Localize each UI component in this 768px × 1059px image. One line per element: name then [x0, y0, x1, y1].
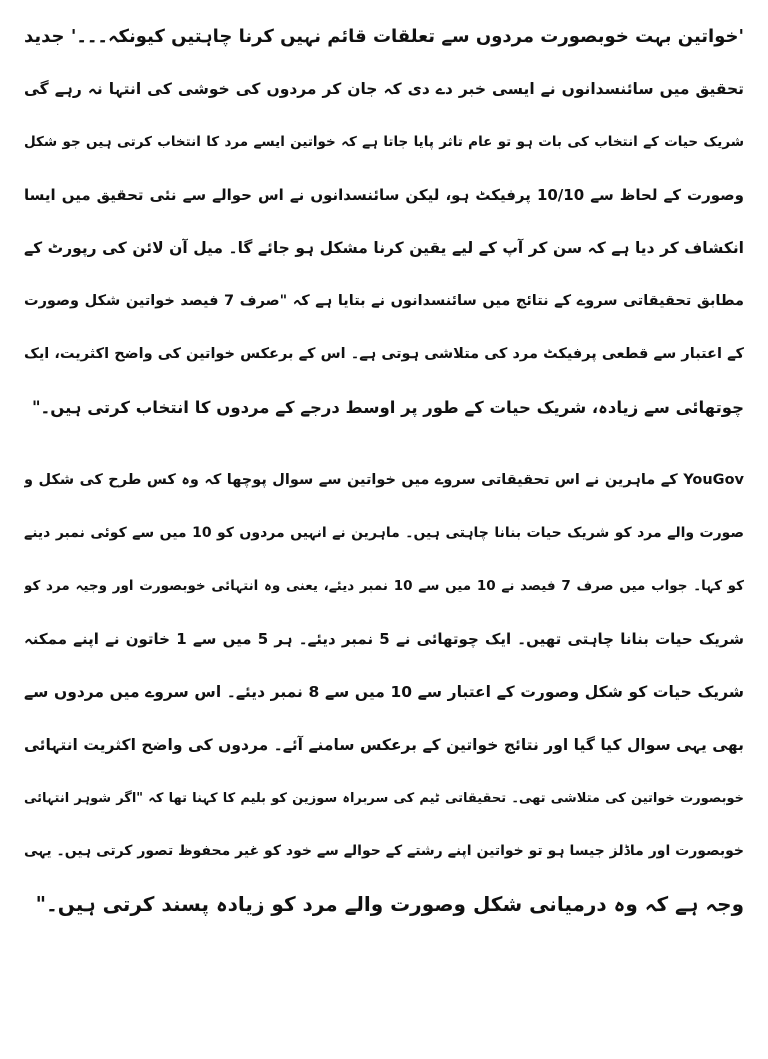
text-line: صورت والے مرد کو شریک حیات بنانا چاہتی ہیں۔ ماہرین نے انہیں مردوں کو 10 میں سے کوئی نمبر دینے: [24, 525, 744, 541]
text-line: کے اعتبار سے قطعی پرفیکٹ مرد کی متلاشی ہوتی ہے۔ اس کے برعکس خواتین کی واضح اکثریت، ایک: [24, 346, 744, 362]
paragraph-gap: [24, 434, 744, 454]
text-line: وجہ ہے کہ وہ درمیانی شکل وصورت والے مرد کو زیادہ پسند کرتی ہیں۔": [35, 892, 744, 916]
text-line: انکشاف کر دیا ہے کہ سن کر آپ کے لیے یقین کرنا مشکل ہو جائے گا۔ میل آن لائن کی رپورٹ کے: [24, 239, 744, 257]
text-line: خوبصورت خواتین کی متلاشی تھی۔ تحقیقاتی ٹیم کی سربراہ سوزین کو بلیم کا کہنا تھا کہ "اگر شوہر انتہائی: [24, 791, 744, 806]
text-line: 'خواتین بہت خوبصورت مردوں سے تعلقات قائم نہیں کرنا چاہتیں کیونکہ۔۔۔' جدید: [24, 26, 744, 47]
paragraph-2: [24, 454, 744, 931]
text-line: وصورت کے لحاظ سے 10/10 پرفیکٹ ہو، لیکن سائنسدانوں نے اس حوالے سے نئی تحقیق میں ایسا: [24, 186, 744, 204]
text-line: چوتھائی سے زیادہ، شریک حیات کے طور پر اوسط درجے کے مردوں کا انتخاب کرتی ہیں۔": [31, 398, 744, 417]
text-line: مطابق تحقیقاتی سروے کے نتائج میں سائنسدانوں نے بتایا ہے کہ "صرف 7 فیصد خواتین شکل وصورت: [24, 293, 744, 309]
text-line: شریک حیات کے انتخاب کی بات ہو تو عام تاثر پایا جاتا ہے کہ خواتین ایسے مرد کا انتخاب کرتی ہیں جو شکل: [24, 134, 744, 150]
text-line: شریک حیات کو شکل وصورت کے اعتبار سے 10 میں سے 8 نمبر دیئے۔ اس سروے میں مردوں سے: [24, 683, 744, 701]
text-line: YouGov کے ماہرین نے اس تحقیقاتی سروے میں خواتین سے سوال پوچھا کہ وہ کس طرح کی شکل و: [24, 472, 744, 488]
text-line: تحقیق میں سائنسدانوں نے ایسی خبر دے دی کہ جان کر مردوں کی خوشی کی انتہا نہ رہے گی: [24, 80, 744, 98]
text-line: کو کہا۔ جواب میں صرف 7 فیصد نے 10 میں سے 10 نمبر دیئے، یعنی وہ انتہائی خوبصورت اور وجیہ مرد کو: [24, 578, 744, 594]
text-line: بھی یہی سوال کیا گیا اور نتائج خواتین کے برعکس سامنے آئے۔ مردوں کی واضح اکثریت انتہائی: [24, 736, 744, 754]
text-line: خوبصورت اور ماڈلز جیسا ہو تو خواتین اپنے رشتے کے حوالے سے خود کو غیر محفوظ تصور کرتی ہیں۔ یہی: [24, 843, 744, 859]
text-line: شریک حیات بنانا چاہتی تھیں۔ ایک چوتھائی نے 5 نمبر دیئے۔ ہر 5 میں سے 1 خاتون نے اپنے ممکنہ: [24, 630, 744, 648]
paragraph-1: [24, 10, 744, 434]
